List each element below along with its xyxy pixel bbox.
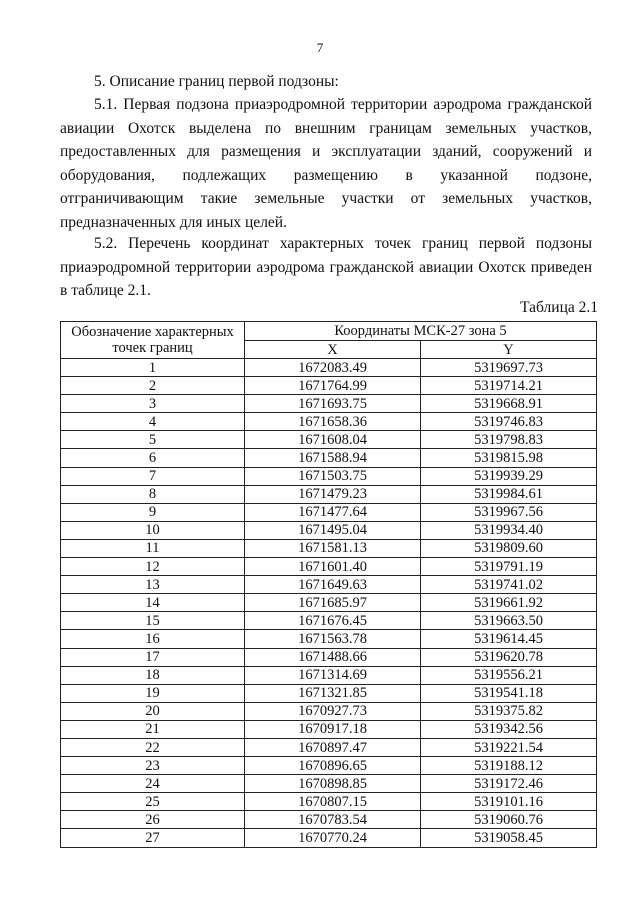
table-row (61, 829, 597, 847)
x-coordinate-cell: 1671477.64 (245, 503, 421, 521)
table-row (61, 738, 597, 756)
y-coordinate-cell: 5319939.29 (421, 467, 597, 485)
x-coordinate-cell: 1670783.54 (245, 811, 421, 829)
page-number: 7 (316, 40, 324, 55)
x-coordinate-cell: 1671649.63 (245, 576, 421, 594)
x-coordinate-cell: 1670807.15 (245, 793, 421, 811)
section-heading: 5. Описание границ первой подзоны: (94, 73, 339, 90)
point-cell: 19 (61, 684, 245, 702)
x-coordinate-cell: 1671764.99 (245, 377, 421, 395)
x-coordinate-cell: 1670917.18 (245, 720, 421, 738)
y-coordinate-cell: 5319221.54 (421, 738, 597, 756)
x-coordinate-cell: 1671314.69 (245, 666, 421, 684)
table-row (61, 503, 597, 521)
y-coordinate-cell: 5319809.60 (421, 539, 597, 557)
header-coordinate-system: Координаты МСК-27 зона 5 (245, 322, 597, 341)
y-coordinate-cell: 5319101.16 (421, 793, 597, 811)
point-cell: 26 (61, 811, 245, 829)
x-coordinate-cell: 1671685.97 (245, 594, 421, 612)
y-coordinate-cell: 5319172.46 (421, 775, 597, 793)
y-coordinate-cell: 5319541.18 (421, 684, 597, 702)
point-cell: 3 (61, 395, 245, 413)
point-cell: 13 (61, 576, 245, 594)
y-coordinate-cell: 5319188.12 (421, 757, 597, 775)
header-point-label: Обозначение характерных точек границ (61, 322, 245, 359)
table-row (61, 359, 597, 377)
table-body (61, 359, 597, 848)
y-coordinate-cell: 5319556.21 (421, 666, 597, 684)
y-coordinate-cell: 5319668.91 (421, 395, 597, 413)
y-coordinate-cell: 5319741.02 (421, 576, 597, 594)
point-cell: 7 (61, 467, 245, 485)
y-coordinate-cell: 5319661.92 (421, 594, 597, 612)
table-row (61, 648, 597, 666)
y-coordinate-cell: 5319697.73 (421, 359, 597, 377)
point-cell: 15 (61, 612, 245, 630)
x-coordinate-cell: 1670897.47 (245, 738, 421, 756)
table-caption: Таблица 2.1 (520, 299, 598, 316)
x-coordinate-cell: 1671495.04 (245, 521, 421, 539)
point-cell: 10 (61, 521, 245, 539)
point-cell: 23 (61, 757, 245, 775)
table-row (61, 630, 597, 648)
y-coordinate-cell: 5319984.61 (421, 485, 597, 503)
paragraph-5-1: 5.1. Первая подзона приаэродромной территории аэродрома гражданской авиации Охотск выделена по внешним границам земельных участков, предоставленных для размещения и эксплуатации зданий, сооружений и оборудования, подлежащих размещению в указанной подзоне, отграничивающим такие земельные участки от земельных участков, предназначенных для иных целей. (60, 96, 592, 231)
point-cell: 25 (61, 793, 245, 811)
table-row (61, 449, 597, 467)
y-coordinate-cell: 5319620.78 (421, 648, 597, 666)
table-row (61, 720, 597, 738)
table-row (61, 594, 597, 612)
point-cell: 18 (61, 666, 245, 684)
table-row (61, 413, 597, 431)
point-cell: 2 (61, 377, 245, 395)
y-coordinate-cell: 5319714.21 (421, 377, 597, 395)
y-coordinate-cell: 5319375.82 (421, 702, 597, 720)
point-cell: 20 (61, 702, 245, 720)
point-cell: 27 (61, 829, 245, 847)
x-coordinate-cell: 1670896.65 (245, 757, 421, 775)
y-coordinate-cell: 5319342.56 (421, 720, 597, 738)
x-coordinate-cell: 1670927.73 (245, 702, 421, 720)
point-cell: 14 (61, 594, 245, 612)
table-header (61, 322, 597, 359)
table-row (61, 684, 597, 702)
table-row (61, 612, 597, 630)
table-row (61, 431, 597, 449)
y-coordinate-cell: 5319798.83 (421, 431, 597, 449)
table-row (61, 666, 597, 684)
table-row (61, 467, 597, 485)
y-coordinate-cell: 5319058.45 (421, 829, 597, 847)
table-row (61, 811, 597, 829)
x-coordinate-cell: 1671488.66 (245, 648, 421, 666)
point-cell: 22 (61, 738, 245, 756)
y-coordinate-cell: 5319746.83 (421, 413, 597, 431)
table-row (61, 485, 597, 503)
table-row (61, 377, 597, 395)
x-coordinate-cell: 1671321.85 (245, 684, 421, 702)
y-coordinate-cell: 5319815.98 (421, 449, 597, 467)
x-coordinate-cell: 1671601.40 (245, 558, 421, 576)
table-row (61, 757, 597, 775)
x-coordinate-cell: 1671479.23 (245, 485, 421, 503)
table-row (61, 793, 597, 811)
point-cell: 6 (61, 449, 245, 467)
x-coordinate-cell: 1671563.78 (245, 630, 421, 648)
point-cell: 24 (61, 775, 245, 793)
y-coordinate-cell: 5319614.45 (421, 630, 597, 648)
point-cell: 9 (61, 503, 245, 521)
x-coordinate-cell: 1671693.75 (245, 395, 421, 413)
point-cell: 4 (61, 413, 245, 431)
x-coordinate-cell: 1671608.04 (245, 431, 421, 449)
point-cell: 5 (61, 431, 245, 449)
table-row (61, 539, 597, 557)
x-coordinate-cell: 1672083.49 (245, 359, 421, 377)
x-coordinate-cell: 1670898.85 (245, 775, 421, 793)
table-row (61, 395, 597, 413)
point-cell: 8 (61, 485, 245, 503)
point-cell: 16 (61, 630, 245, 648)
table-row (61, 521, 597, 539)
point-cell: 12 (61, 558, 245, 576)
x-coordinate-cell: 1671581.13 (245, 539, 421, 557)
y-coordinate-cell: 5319663.50 (421, 612, 597, 630)
point-cell: 11 (61, 539, 245, 557)
paragraph-5-2: 5.2. Перечень координат характерных точек границ первой подзоны приаэродромной территории аэродрома гражданской авиации Охотск приведен в таблице 2.1. (60, 235, 592, 299)
y-coordinate-cell: 5319934.40 (421, 521, 597, 539)
header-y: Y (421, 341, 597, 359)
table-row (61, 576, 597, 594)
point-cell: 17 (61, 648, 245, 666)
point-cell: 21 (61, 720, 245, 738)
y-coordinate-cell: 5319060.76 (421, 811, 597, 829)
coordinates-table (60, 321, 597, 848)
y-coordinate-cell: 5319967.56 (421, 503, 597, 521)
table-row (61, 702, 597, 720)
point-cell: 1 (61, 359, 245, 377)
x-coordinate-cell: 1671503.75 (245, 467, 421, 485)
table-row (61, 558, 597, 576)
x-coordinate-cell: 1671676.45 (245, 612, 421, 630)
y-coordinate-cell: 5319791.19 (421, 558, 597, 576)
table-row (61, 775, 597, 793)
x-coordinate-cell: 1670770.24 (245, 829, 421, 847)
header-x: X (245, 341, 421, 359)
x-coordinate-cell: 1671588.94 (245, 449, 421, 467)
x-coordinate-cell: 1671658.36 (245, 413, 421, 431)
